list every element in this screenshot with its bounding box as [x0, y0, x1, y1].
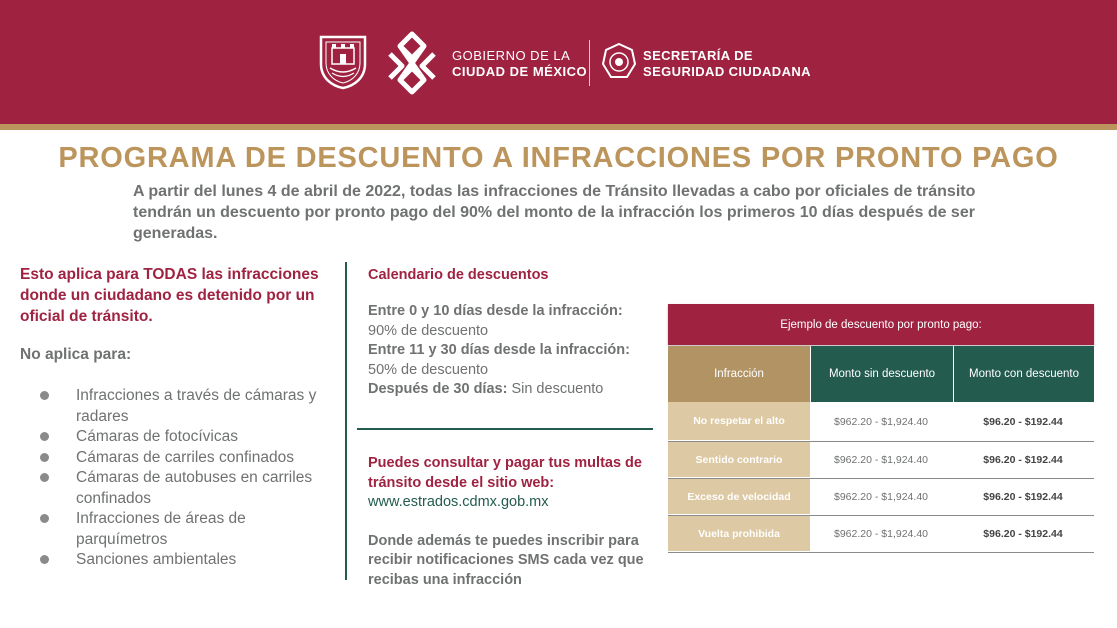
exception-text: Cámaras de fotocívicas	[76, 428, 238, 445]
exceptions-list	[40, 386, 330, 571]
cell-monto-con: $96.20 - $192.44	[983, 528, 1063, 540]
exception-text: Cámaras de autobuses en carriles confinados	[76, 469, 313, 507]
sms-line-3: recibas una infracción	[368, 571, 522, 588]
applies-line-2: donde un ciudadano es detenido por un	[20, 287, 315, 304]
table-row	[668, 402, 1094, 442]
applies-line-1: Esto aplica para TODAS las infracciones	[20, 266, 319, 283]
cell-monto-sin: $962.20 - $1,924.40	[834, 415, 928, 428]
sms-line-1: Donde además te puedes inscribir para	[368, 532, 639, 549]
bullet-icon	[40, 473, 49, 482]
list-item	[40, 509, 330, 550]
section-divider	[357, 428, 653, 430]
gov-line-2: CIUDAD DE MÉXICO	[452, 64, 588, 79]
exception-text: Infracciones de áreas de parquímetros	[76, 510, 246, 548]
discount-example-table	[668, 304, 1094, 553]
left-column	[20, 264, 320, 364]
bullet-icon	[40, 391, 49, 400]
column-divider	[345, 262, 347, 580]
header-divider	[589, 40, 590, 86]
gov-line-1: GOBIERNO DE LA	[452, 48, 571, 63]
page-title: PROGRAMA DE DESCUENTO A INFRACCIONES POR PRONTO PAGO	[58, 142, 1059, 174]
range-2-label: Entre 11 y 30 días desde la infracción:	[368, 342, 630, 358]
bullet-icon	[40, 514, 49, 523]
cell-infraccion: Vuelta prohibida	[668, 516, 810, 552]
cell-infraccion: Sentido contrario	[668, 442, 810, 478]
consult-title-line-1: Puedes consultar y pagar tus multas de	[368, 455, 642, 471]
consult-section	[368, 454, 653, 590]
cell-infraccion: Exceso de velocidad	[668, 479, 810, 515]
exception-text: Cámaras de carriles confinados	[76, 448, 294, 466]
list-item	[40, 448, 330, 469]
ssc-wordmark	[643, 48, 811, 80]
ssc-line-2: SEGURIDAD CIUDADANA	[643, 64, 811, 79]
range-1-value: 90% de descuento	[368, 322, 489, 339]
calendar-title: Calendario de descuentos	[368, 267, 549, 283]
range-3-value: Sin descuento	[507, 381, 604, 397]
bullet-icon	[40, 555, 49, 564]
bullet-icon	[40, 432, 49, 441]
cell-monto-con: $96.20 - $192.44	[983, 415, 1063, 428]
cell-monto-sin: $962.20 - $1,924.40	[834, 454, 928, 466]
table-row	[668, 479, 1094, 516]
list-item	[40, 427, 330, 448]
header-infraccion: Infracción	[668, 346, 810, 402]
website-link[interactable]: www.estrados.cdmx.gob.mx	[368, 494, 549, 510]
calendar-list	[368, 302, 653, 400]
header-monto-sin: Monto sin descuento	[811, 346, 953, 402]
ssc-seal-logo	[601, 42, 637, 82]
not-applies-heading: No aplica para:	[20, 346, 132, 363]
gov-cdmx-wordmark	[452, 48, 587, 80]
consult-title-line-2: tránsito desde el sitio web:	[368, 474, 555, 491]
range-2-value: 50% de descuento	[368, 361, 489, 378]
applies-line-3: oficial de tránsito.	[20, 308, 153, 325]
header-monto-con: Monto con descuento	[954, 346, 1094, 402]
table-caption: Ejemplo de descuento por pronto pago:	[668, 304, 1094, 345]
cell-infraccion: No respetar el alto	[668, 402, 810, 441]
cdmx-shield-logo	[318, 34, 368, 90]
range-1-label: Entre 0 y 10 días desde la infracción:	[368, 303, 623, 319]
intro-paragraph: A partir del lunes 4 de abril de 2022, todas las infracciones de Tránsito llevadas a cabo por oficiales de tránsito tendrán un descuento por pronto pago del 90% del monto de la infracción los primeros 10 días después de ser generadas.	[133, 183, 976, 242]
list-item	[40, 468, 330, 509]
table-row	[668, 442, 1094, 479]
ssc-line-1: SECRETARÍA DE	[643, 48, 753, 63]
sms-note	[368, 532, 653, 591]
sms-line-2: recibir notificaciones SMS cada vez que	[368, 552, 644, 568]
exception-text: Infracciones a través de cámaras y radares	[76, 387, 317, 425]
calendar-section	[368, 267, 653, 400]
applies-statement	[20, 264, 320, 327]
range-3-row	[368, 380, 653, 400]
range-3-label: Después de 30 días:	[368, 381, 508, 397]
list-item	[40, 550, 330, 571]
cdmx-logo-mark	[384, 30, 440, 96]
cell-monto-sin: $962.20 - $1,924.40	[834, 491, 928, 503]
cell-monto-con: $96.20 - $192.44	[983, 454, 1063, 466]
cell-monto-sin: $962.20 - $1,924.40	[834, 528, 928, 540]
table-header-row	[668, 346, 1094, 402]
consult-title	[368, 454, 653, 493]
header-gold-strip	[0, 124, 1117, 130]
list-item	[40, 386, 330, 427]
exception-text: Sanciones ambientales	[76, 551, 237, 568]
table-row	[668, 516, 1094, 553]
bullet-icon	[40, 453, 49, 462]
cell-monto-con: $96.20 - $192.44	[983, 491, 1063, 503]
